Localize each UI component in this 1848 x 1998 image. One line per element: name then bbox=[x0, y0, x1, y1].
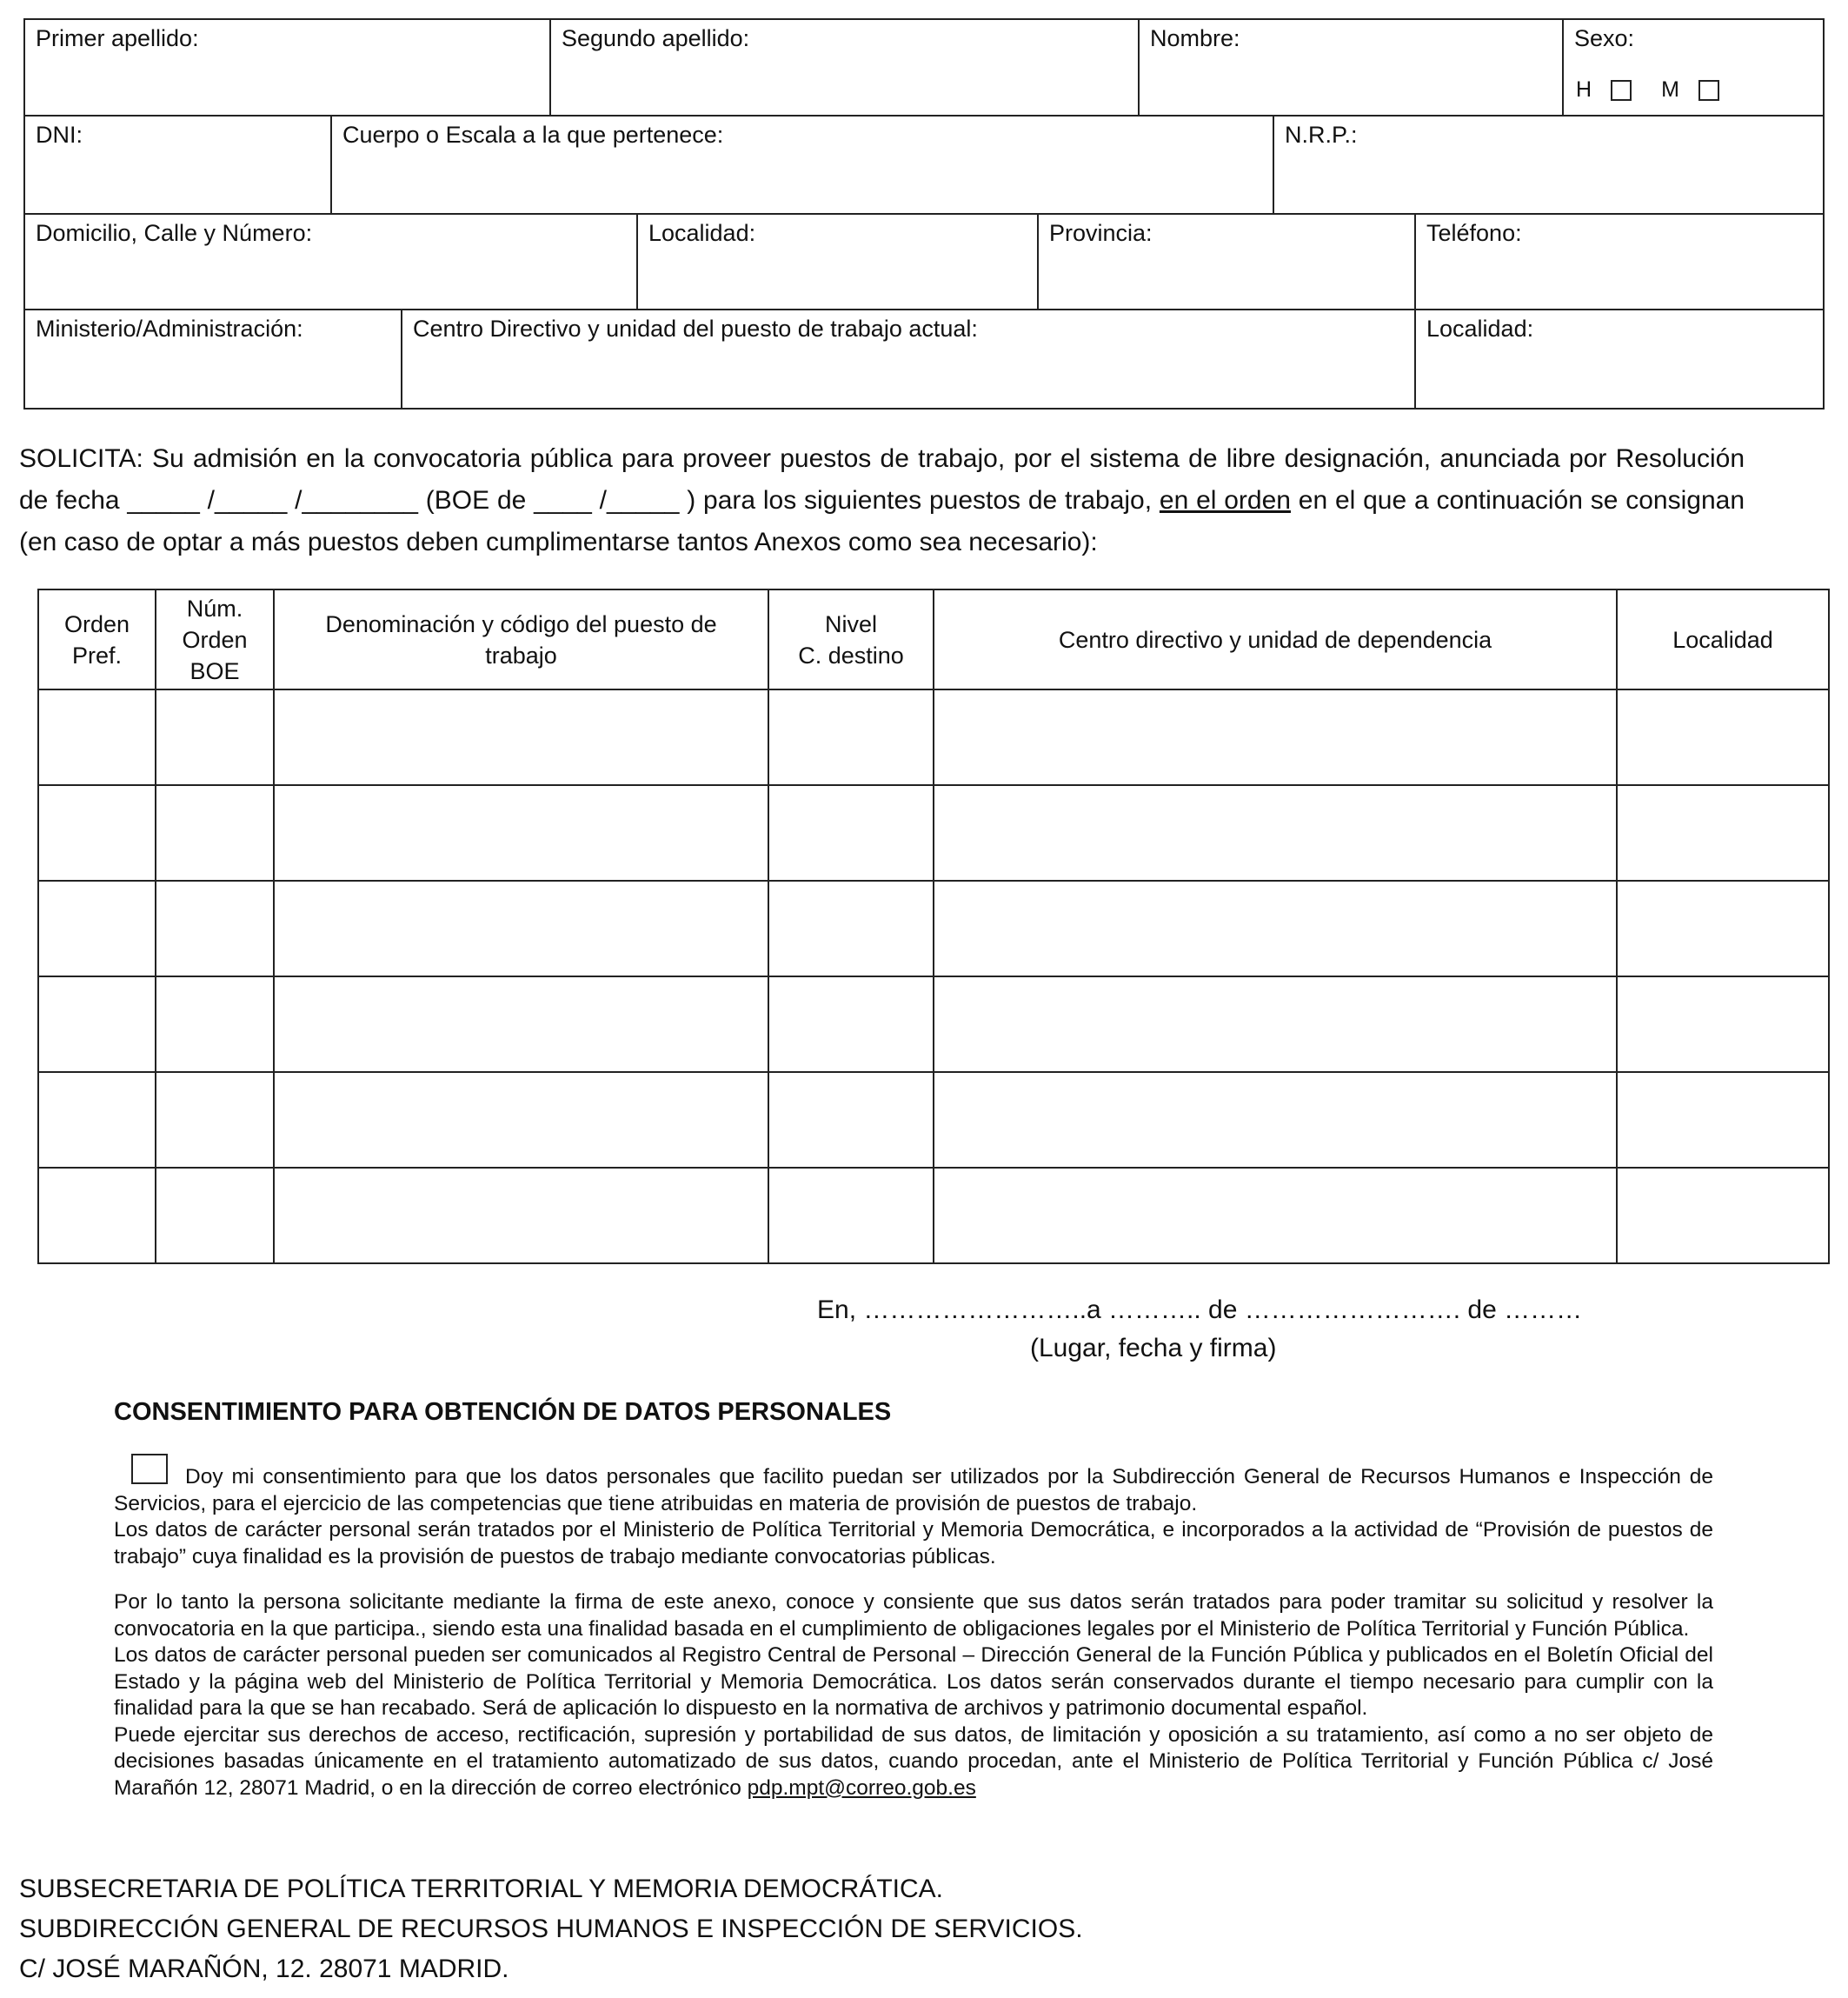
table-cell[interactable] bbox=[274, 1168, 768, 1263]
consent-p2: Los datos de carácter personal serán tratados por el Ministerio de Política Territorial y Memoria Democrática, e incorporados a la actividad de “Provisión de puestos de trabajo” cuya finalidad es la provisión de puestos de trabajo mediante convocatorias públicas. bbox=[114, 1518, 1713, 1568]
table-cell[interactable] bbox=[38, 785, 156, 881]
cuerpo-label: Cuerpo o Escala a la que pertenece: bbox=[342, 122, 724, 148]
footer-line-1: SUBSECRETARIA DE POLÍTICA TERRITORIAL Y MEMORIA DEMOCRÁTICA. bbox=[19, 1875, 944, 1903]
table-cell[interactable] bbox=[768, 785, 934, 881]
dni-label: DNI: bbox=[36, 122, 83, 148]
nrp-field[interactable] bbox=[1274, 117, 1823, 215]
signature-line: En, ……………………..a ……….. de ……………………. de ……… bbox=[817, 1295, 1583, 1324]
request-text-2: en el que a continuación se consignan (en caso de optar a más puestos deben cumplimentarse tantos Anexos como sea necesario): bbox=[19, 486, 1745, 556]
provincia-label: Provincia: bbox=[1049, 220, 1153, 246]
request-underlined: en el orden bbox=[1159, 486, 1291, 515]
col-centro-directivo: Centro directivo y unidad de dependencia bbox=[934, 589, 1617, 689]
table-cell[interactable] bbox=[156, 689, 274, 785]
consent-p1: Doy mi consentimiento para que los datos personales que facilito puedan ser utilizados por la Subdirección General de Recursos Humanos e Inspección de Servicios, para el ejercicio de las competencias que tiene atribuidas en materia de provisión de puestos de trabajo. bbox=[114, 1465, 1713, 1515]
ministerio-field[interactable] bbox=[25, 310, 402, 408]
table-cell[interactable] bbox=[38, 881, 156, 976]
footer-line-2: SUBDIRECCIÓN GENERAL DE RECURSOS HUMANOS E INSPECCIÓN DE SERVICIOS. bbox=[19, 1915, 1083, 1943]
table-cell[interactable] bbox=[274, 976, 768, 1072]
consent-body bbox=[114, 1464, 1713, 1802]
table-row bbox=[38, 1072, 1829, 1168]
table-cell[interactable] bbox=[934, 1072, 1617, 1168]
table-row bbox=[38, 1168, 1829, 1263]
domicilio-label: Domicilio, Calle y Número: bbox=[36, 220, 313, 246]
table-cell[interactable] bbox=[934, 785, 1617, 881]
telefono-field[interactable] bbox=[1416, 215, 1823, 310]
table-row bbox=[38, 976, 1829, 1072]
table-cell[interactable] bbox=[1617, 785, 1829, 881]
table-cell[interactable] bbox=[768, 689, 934, 785]
consent-p4: Los datos de carácter personal pueden ser comunicados al Registro Central de Personal – Dirección General de la Función Pública y publicados en el Boletín Oficial del Estado y la página web del Ministerio de Política Territorial y Memoria Democrática. Los datos serán conservados durante el tiempo necesario para cumplir con la finalidad para la que se han recabado. Será de aplicación lo dispuesto en la normativa de archivos y patrimonio documental español. bbox=[114, 1643, 1713, 1720]
table-cell[interactable] bbox=[934, 689, 1617, 785]
table-cell[interactable] bbox=[934, 976, 1617, 1072]
centro-directivo-label: Centro Directivo y unidad del puesto de trabajo actual: bbox=[413, 316, 978, 342]
table-row bbox=[38, 881, 1829, 976]
provincia-field[interactable] bbox=[1039, 215, 1416, 310]
sexo-m-label: M bbox=[1661, 77, 1679, 102]
table-cell[interactable] bbox=[156, 1168, 274, 1263]
table-cell[interactable] bbox=[934, 881, 1617, 976]
request-text-1: SOLICITA: Su admisión en la convocatoria pública para proveer puestos de trabajo, por el sistema de libre designación, anunciada por Resolución de fecha _____ /_____ /________ (BOE de ____ /_____ ) para los siguientes puestos de trabajo, bbox=[19, 444, 1745, 515]
segundo-apellido-label: Segundo apellido: bbox=[562, 25, 750, 51]
centro-directivo-field[interactable] bbox=[402, 310, 1416, 408]
nrp-label: N.R.P.: bbox=[1285, 122, 1358, 148]
localidad-label: Localidad: bbox=[648, 220, 756, 246]
localidad-actual-field[interactable] bbox=[1416, 310, 1823, 408]
sexo-label: Sexo: bbox=[1574, 25, 1635, 51]
ministerio-label: Ministerio/Administración: bbox=[36, 316, 303, 342]
table-cell[interactable] bbox=[274, 689, 768, 785]
telefono-label: Teléfono: bbox=[1426, 220, 1522, 246]
nombre-label: Nombre: bbox=[1150, 25, 1240, 51]
request-paragraph bbox=[19, 438, 1745, 563]
table-cell[interactable] bbox=[934, 1168, 1617, 1263]
table-cell[interactable] bbox=[38, 689, 156, 785]
col-denominacion: Denominación y código del puesto de trabajo bbox=[274, 589, 768, 689]
table-row bbox=[38, 689, 1829, 785]
col-localidad: Localidad bbox=[1617, 589, 1829, 689]
table-cell[interactable] bbox=[38, 1072, 156, 1168]
dni-field[interactable] bbox=[25, 117, 332, 215]
table-cell[interactable] bbox=[768, 976, 934, 1072]
col-nivel: Nivel C. destino bbox=[768, 589, 934, 689]
col-orden-pref: Orden Pref. bbox=[38, 589, 156, 689]
consent-email-link[interactable]: pdp.mpt@correo.gob.es bbox=[747, 1775, 976, 1800]
table-cell[interactable] bbox=[768, 1072, 934, 1168]
table-cell[interactable] bbox=[38, 976, 156, 1072]
footer-address bbox=[19, 1869, 1083, 1989]
table-row bbox=[38, 785, 1829, 881]
localidad-actual-label: Localidad: bbox=[1426, 316, 1534, 342]
col-num-orden-boe: Núm. Orden BOE bbox=[156, 589, 274, 689]
table-cell[interactable] bbox=[1617, 881, 1829, 976]
sexo-h-checkbox[interactable] bbox=[1611, 80, 1632, 101]
sexo-h-label: H bbox=[1576, 77, 1592, 102]
table-cell[interactable] bbox=[768, 881, 934, 976]
domicilio-field[interactable] bbox=[25, 215, 638, 310]
table-cell[interactable] bbox=[274, 1072, 768, 1168]
table-cell[interactable] bbox=[274, 785, 768, 881]
footer-line-3: C/ JOSÉ MARAÑÓN, 12. 28071 MADRID. bbox=[19, 1955, 509, 1983]
table-cell[interactable] bbox=[156, 881, 274, 976]
primer-apellido-label: Primer apellido: bbox=[36, 25, 199, 51]
primer-apellido-field[interactable] bbox=[25, 20, 551, 117]
consent-p3: Por lo tanto la persona solicitante mediante la firma de este anexo, conoce y consiente que sus datos serán tratados para poder tramitar su solicitud y resolver la convocatoria en la que participa., siendo esta una finalidad basada en el cumplimiento de obligaciones legales por el Ministerio de Política Territorial y Función Pública. bbox=[114, 1590, 1713, 1641]
personal-data-form bbox=[23, 18, 1825, 410]
table-cell[interactable] bbox=[156, 1072, 274, 1168]
consent-title: CONSENTIMIENTO PARA OBTENCIÓN DE DATOS PERSONALES bbox=[114, 1398, 892, 1426]
table-cell[interactable] bbox=[1617, 1072, 1829, 1168]
segundo-apellido-field[interactable] bbox=[551, 20, 1140, 117]
localidad-field[interactable] bbox=[638, 215, 1039, 310]
signature-caption: (Lugar, fecha y firma) bbox=[1030, 1334, 1277, 1362]
nombre-field[interactable] bbox=[1140, 20, 1564, 117]
table-cell[interactable] bbox=[274, 881, 768, 976]
table-cell[interactable] bbox=[156, 785, 274, 881]
table-cell[interactable] bbox=[156, 976, 274, 1072]
consent-p5: Puede ejercitar sus derechos de acceso, rectificación, supresión y portabilidad de sus datos, de limitación y oposición a su tratamiento, así como a no ser objeto de decisiones basadas únicamente en el tratamiento automatizado de sus datos, cuando procedan, ante el Ministerio de Política Territorial y Función Pública c/ José Marañón 12, 28071 Madrid, o en la dirección de correo electrónico bbox=[114, 1722, 1713, 1800]
table-cell[interactable] bbox=[1617, 1168, 1829, 1263]
sexo-m-checkbox[interactable] bbox=[1698, 80, 1719, 101]
table-cell[interactable] bbox=[768, 1168, 934, 1263]
table-header-row bbox=[38, 589, 1829, 689]
sexo-options bbox=[1576, 77, 1719, 103]
sexo-field bbox=[1564, 20, 1823, 117]
table-cell[interactable] bbox=[1617, 689, 1829, 785]
cuerpo-field[interactable] bbox=[332, 117, 1274, 215]
table-cell[interactable] bbox=[38, 1168, 156, 1263]
positions-table bbox=[37, 589, 1830, 1264]
table-cell[interactable] bbox=[1617, 976, 1829, 1072]
